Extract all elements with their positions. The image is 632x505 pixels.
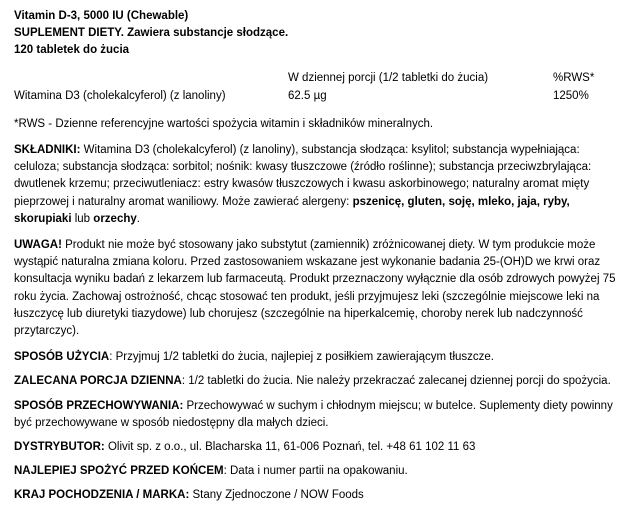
allergen-eggs: jaja, xyxy=(517,195,540,208)
allergen-soy: soję, xyxy=(448,195,475,208)
warning-section xyxy=(14,237,618,340)
allergen-milk: mleko, xyxy=(477,195,515,208)
ingredients-section xyxy=(14,142,618,228)
ingredients-body xyxy=(14,144,591,225)
best-before-section xyxy=(14,463,618,480)
table-header-row xyxy=(14,70,618,87)
allergen-gluten: gluten, xyxy=(407,195,446,208)
ingredients-label: SKŁADNIKI: xyxy=(14,144,81,156)
distributor-section xyxy=(14,439,618,456)
column-header-amount-per-serving: W dziennej porcji (1/2 tabletki do żucia) xyxy=(288,72,489,84)
best-before-body: Data i numer partii na opakowaniu. xyxy=(230,465,408,478)
warning-label: UWAGA! xyxy=(14,239,62,252)
directions-section xyxy=(14,349,618,366)
ingredients-text: Witamina D3 (cholekalcyferol) (z lanoliny), substancja słodząca: ksylitol; substancja wypełniająca: celuloza; substancja słodząca: sorbitol; nośnik: kwasy tłuszczowe (źródło roślinne); substancja przeciwzbrylająca: dwutlenek krzemu; przeciwutleniacz: estry kwasów tłuszczowych i kwasu askorbinowego; naturalny aromat mięty pieprzowej i naturalny aromat waniliowy. Może zawierać alergeny: xyxy=(14,144,592,208)
rws-footnote: *RWS - Dzienne referencyjne wartości spożycia witamin i składników mineralnych. xyxy=(14,118,434,130)
warning-body: Produkt nie może być stosowany jako substytut (zamiennik) zróżnicowanej diety. W tym produkcie może wystąpić naturalna zmiana koloru. Przed zastosowaniem wskazane jest wykonanie badania 25-(OH)D we krwi oraz konsultacja wyniku badań z lekarzem lub farmaceutą. Produkt przeznaczony wyłącznie dla osób zdrowych powyżej 75 roku życia. Zachowaj ostrożność, chcąc stosować ten produkt, jeśli przyjmujesz leki (szczególnie miejscowe leki na łuszczycę lub diuretyki tiazydowe) lub chorujesz (szczególnie na hiperkalcemię, choroby nerek lub nadczynność przytarczyc). xyxy=(14,239,616,338)
column-header-nutrient xyxy=(14,70,288,87)
allergen-shellfish: skorupiaki xyxy=(14,212,72,225)
nutrient-percent-rws: 1250% xyxy=(553,90,589,102)
distributor-body: Olivit sp. z o.o., ul. Blacharska 11, 61-006 Poznań, tel. +48 61 102 11 63 xyxy=(107,441,476,454)
origin-body: Stany Zjednoczone / NOW Foods xyxy=(192,489,364,502)
allergen-fish: ryby, xyxy=(543,195,570,208)
directions-body: Przyjmuj 1/2 tabletki do żucia, najlepiej z posiłkiem zawierającym tłuszcze. xyxy=(115,351,494,364)
supplement-facts-table xyxy=(14,70,618,105)
origin-label: KRAJ POCHODZENIA / MARKA: xyxy=(14,489,190,502)
supplement-category-line: SUPLEMENT DIETY. Zawiera substancje słodzące. xyxy=(14,27,289,39)
daily-portion-label: ZALECANA PORCJA DZIENNA xyxy=(14,375,182,388)
directions-label: SPOSÓB UŻYCIA xyxy=(14,351,110,364)
daily-portion-section xyxy=(14,373,618,390)
directions-separator: : xyxy=(109,351,113,364)
origin-section xyxy=(14,487,618,504)
storage-label: SPOSÓB PRZECHOWYWANIA: xyxy=(14,399,184,412)
daily-portion-separator: : xyxy=(181,375,186,388)
nutrient-name: Witamina D3 (cholekalcyferol) (z lanoliny) xyxy=(14,90,226,102)
product-heading-block xyxy=(14,8,618,59)
table-row xyxy=(14,87,618,105)
product-name: Vitamin D-3, 5000 IU (Chewable) xyxy=(14,10,189,22)
storage-section xyxy=(14,398,618,432)
best-before-separator: : xyxy=(223,465,227,478)
storage-body: Przechowywać w suchym i chłodnym miejscu; w butelce. Suplementy diety powinny być przechowywane w sposób niedostępny dla małych dzieci. xyxy=(14,399,613,429)
allergen-conjunction: lub xyxy=(74,212,91,225)
allergen-wheat: pszenicę, xyxy=(352,195,405,208)
best-before-label: NAJLEPIEJ SPOŻYĆ PRZED KOŃCEM xyxy=(14,465,224,478)
distributor-label: DYSTRYBUTOR: xyxy=(14,441,105,454)
allergen-nuts: orzechy xyxy=(93,212,137,225)
daily-portion-body: 1/2 tabletki do żucia. Nie należy przekraczać zalecanej dziennej porcji do spożycia. xyxy=(188,375,611,388)
column-header-percent-rws: %RWS* xyxy=(553,72,595,84)
serving-count-line: 120 tabletek do żucia xyxy=(14,44,130,56)
allergen-terminator: . xyxy=(136,212,140,225)
nutrient-amount: 62.5 µg xyxy=(288,90,327,102)
